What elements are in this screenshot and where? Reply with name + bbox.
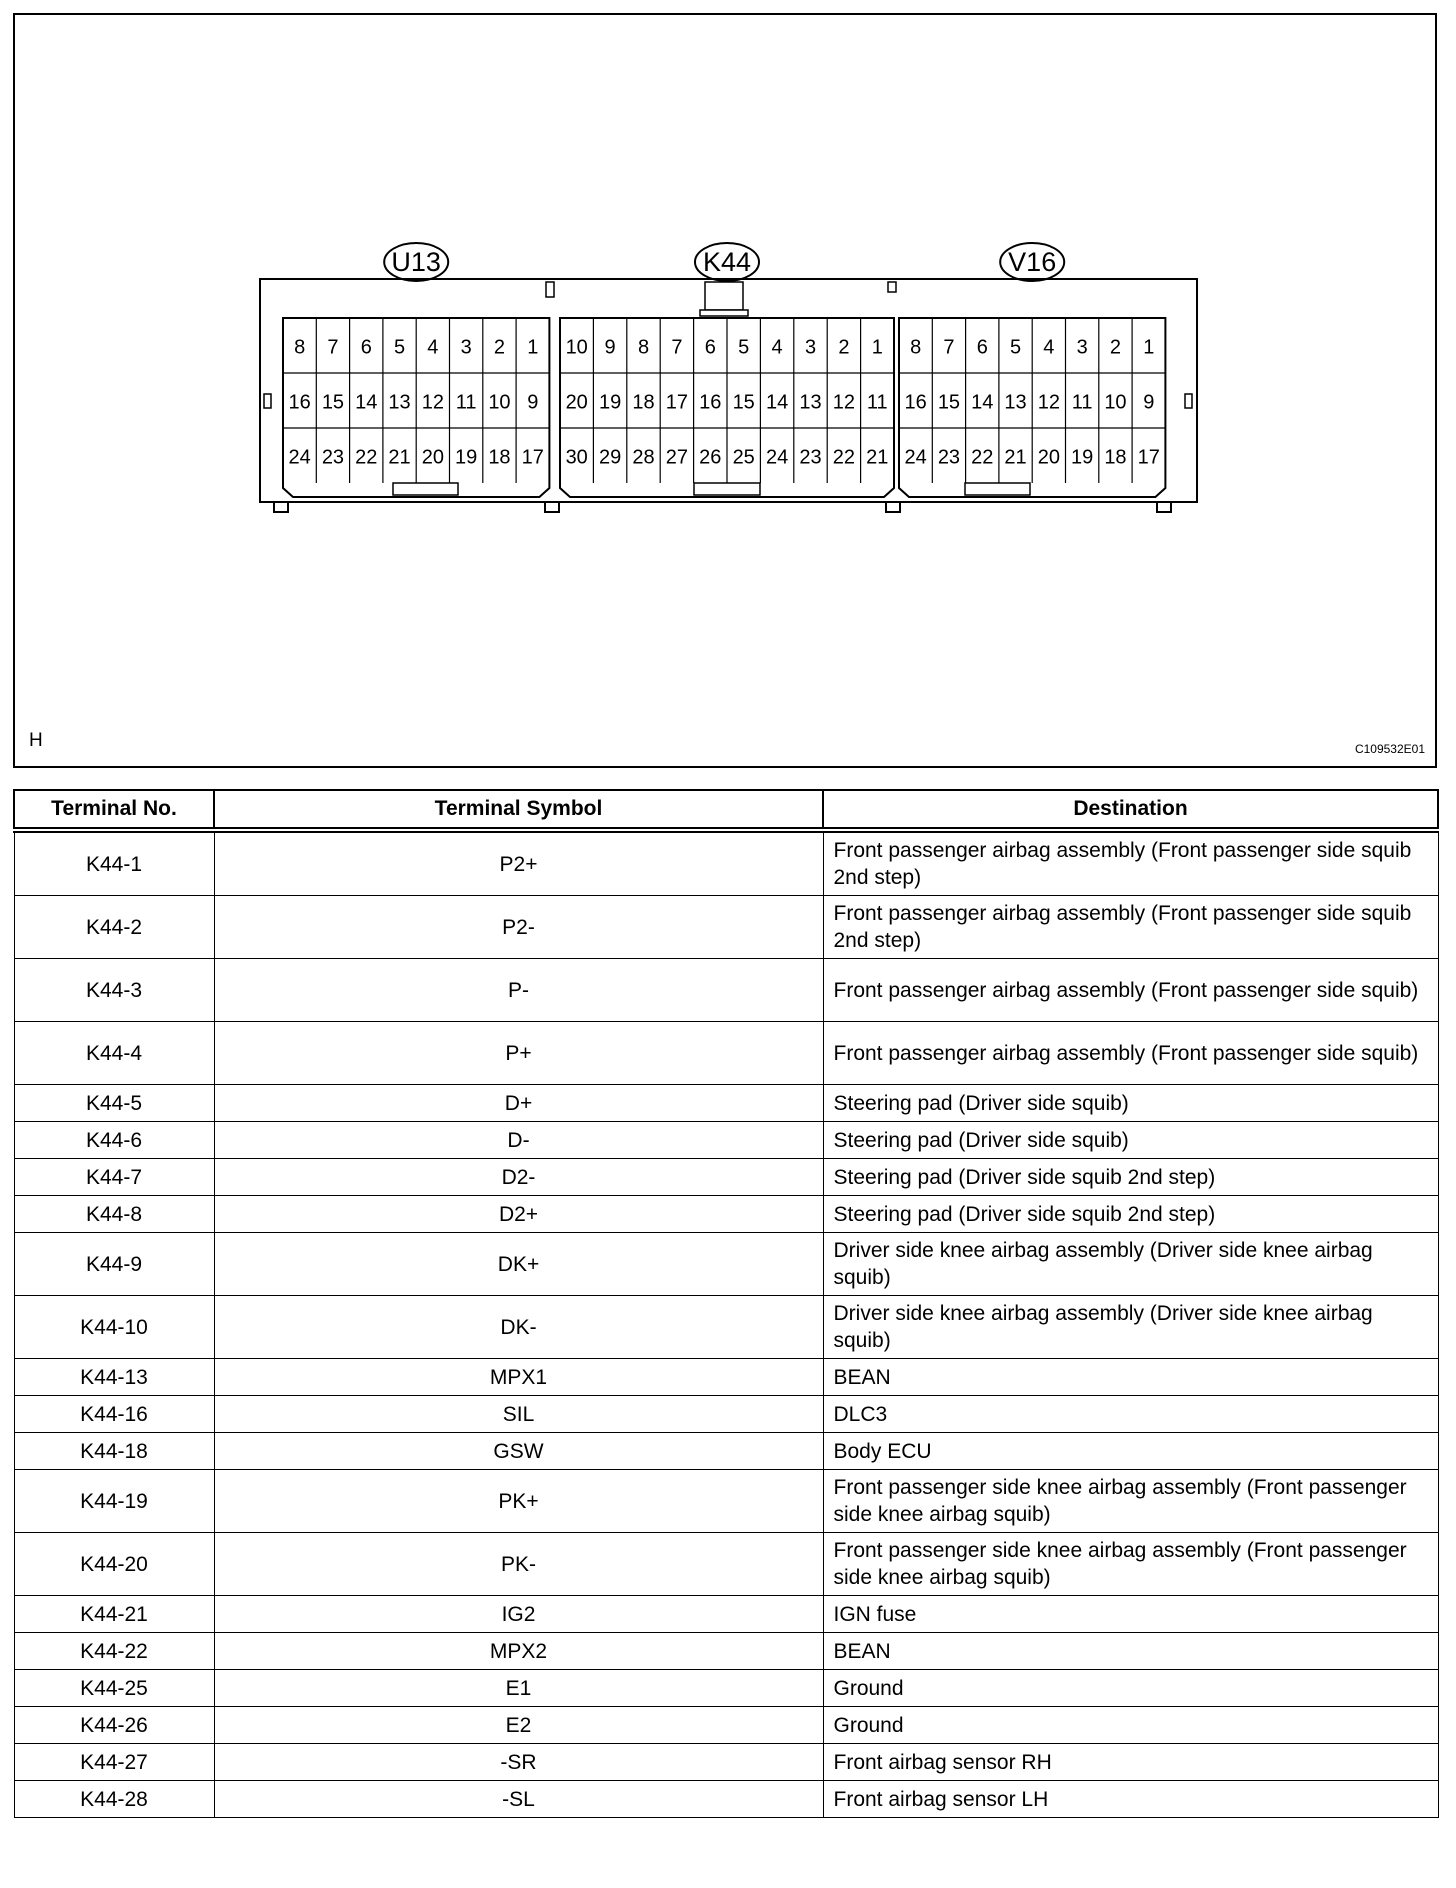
terminal-symbol: D2+ bbox=[214, 1196, 823, 1233]
housing-foot bbox=[1157, 502, 1171, 512]
pin-number: 12 bbox=[832, 391, 856, 414]
table-row bbox=[14, 1159, 1438, 1196]
pin-number: 15 bbox=[732, 391, 755, 414]
destination: DLC3 bbox=[823, 1396, 1438, 1433]
pin-number: 11 bbox=[1071, 391, 1093, 414]
pin-number: 1 bbox=[871, 336, 883, 359]
terminal-symbol: GSW bbox=[214, 1433, 823, 1470]
table-row bbox=[14, 1781, 1438, 1818]
pin-number: 3 bbox=[460, 336, 472, 359]
pin-number: 19 bbox=[455, 446, 478, 469]
pin-number: 11 bbox=[455, 391, 477, 414]
terminal-no: K44-19 bbox=[14, 1470, 214, 1533]
pin-number: 26 bbox=[699, 446, 722, 469]
table-row bbox=[14, 1122, 1438, 1159]
pin-number: 18 bbox=[1104, 446, 1127, 469]
destination: Front passenger airbag assembly (Front passenger side squib 2nd step) bbox=[823, 830, 1438, 896]
pin-number: 17 bbox=[521, 446, 544, 469]
destination: IGN fuse bbox=[823, 1596, 1438, 1633]
header-terminal-no: Terminal No. bbox=[14, 790, 214, 830]
pin-number: 6 bbox=[360, 336, 372, 359]
pin-number: 3 bbox=[1076, 336, 1088, 359]
pin-number: 27 bbox=[665, 446, 689, 469]
housing-key bbox=[888, 282, 896, 292]
terminal-symbol: PK+ bbox=[214, 1470, 823, 1533]
connector-guide-slot bbox=[965, 483, 1030, 495]
table-row bbox=[14, 830, 1438, 896]
pin-number: 5 bbox=[738, 336, 750, 359]
terminal-no: K44-20 bbox=[14, 1533, 214, 1596]
terminal-no: K44-28 bbox=[14, 1781, 214, 1818]
terminal-no: K44-2 bbox=[14, 896, 214, 959]
terminal-symbol: P+ bbox=[214, 1022, 823, 1085]
pin-number: 7 bbox=[327, 336, 339, 359]
pin-number: 6 bbox=[976, 336, 988, 359]
pin-number: 18 bbox=[632, 391, 655, 414]
pin-number: 17 bbox=[1137, 446, 1160, 469]
terminal-no: K44-18 bbox=[14, 1433, 214, 1470]
pin-number: 1 bbox=[527, 336, 539, 359]
terminal-no: K44-9 bbox=[14, 1233, 214, 1296]
table-row bbox=[14, 1533, 1438, 1596]
pin-number: 16 bbox=[904, 391, 927, 414]
pin-number: 29 bbox=[598, 446, 622, 469]
pin-number: 24 bbox=[288, 446, 311, 469]
pin-number: 4 bbox=[427, 336, 439, 359]
pin-number: 9 bbox=[1143, 391, 1155, 414]
pin-number: 23 bbox=[937, 446, 961, 469]
figure-code: C109532E01 bbox=[1354, 742, 1425, 756]
header-terminal-symbol: Terminal Symbol bbox=[214, 790, 823, 830]
pin-number: 17 bbox=[665, 391, 689, 414]
table-row bbox=[14, 959, 1438, 1022]
terminal-no: K44-1 bbox=[14, 830, 214, 896]
terminal-no: K44-6 bbox=[14, 1122, 214, 1159]
terminal-no: K44-26 bbox=[14, 1707, 214, 1744]
pin-number: 23 bbox=[799, 446, 822, 469]
pin-number: 18 bbox=[488, 446, 511, 469]
housing-latch-left bbox=[264, 394, 271, 408]
destination: BEAN bbox=[823, 1359, 1438, 1396]
pin-number: 20 bbox=[565, 391, 588, 414]
pin-number: 15 bbox=[321, 391, 345, 414]
pin-number: 2 bbox=[493, 336, 506, 359]
destination: BEAN bbox=[823, 1633, 1438, 1670]
pin-number: 16 bbox=[699, 391, 722, 414]
terminal-no: K44-16 bbox=[14, 1396, 214, 1433]
destination: Front passenger side knee airbag assembly (Front passenger side knee airbag squib) bbox=[823, 1470, 1438, 1533]
pin-number: 21 bbox=[866, 446, 889, 469]
terminal-symbol: PK- bbox=[214, 1533, 823, 1596]
terminal-no: K44-22 bbox=[14, 1633, 214, 1670]
table-row bbox=[14, 1233, 1438, 1296]
terminal-symbol: -SL bbox=[214, 1781, 823, 1818]
terminal-no: K44-25 bbox=[14, 1670, 214, 1707]
pin-number: 21 bbox=[1004, 446, 1027, 469]
pin-number: 5 bbox=[1009, 336, 1022, 359]
pin-number: 9 bbox=[527, 391, 539, 414]
terminal-no: K44-27 bbox=[14, 1744, 214, 1781]
pin-number: 14 bbox=[971, 391, 994, 414]
table-header-row bbox=[14, 790, 1438, 830]
housing-foot bbox=[545, 502, 559, 512]
pin-number: 4 bbox=[1043, 336, 1055, 359]
pin-number: 12 bbox=[1037, 391, 1060, 414]
connector-guide-slot bbox=[393, 483, 458, 495]
pin-number: 20 bbox=[1037, 446, 1060, 469]
terminal-symbol: SIL bbox=[214, 1396, 823, 1433]
pin-number: 7 bbox=[943, 336, 955, 359]
pin-number: 13 bbox=[1004, 391, 1027, 414]
destination: Front airbag sensor RH bbox=[823, 1744, 1438, 1781]
connector-label: V16 bbox=[1008, 247, 1057, 277]
table-row bbox=[14, 1470, 1438, 1533]
destination: Steering pad (Driver side squib) bbox=[823, 1122, 1438, 1159]
table-row bbox=[14, 1433, 1438, 1470]
destination: Body ECU bbox=[823, 1433, 1438, 1470]
terminal-symbol: MPX2 bbox=[214, 1633, 823, 1670]
destination: Steering pad (Driver side squib 2nd step) bbox=[823, 1196, 1438, 1233]
destination: Steering pad (Driver side squib 2nd step) bbox=[823, 1159, 1438, 1196]
pin-number: 10 bbox=[1104, 391, 1127, 414]
pin-number: 14 bbox=[355, 391, 378, 414]
pin-number: 5 bbox=[393, 336, 406, 359]
terminal-no: K44-13 bbox=[14, 1359, 214, 1396]
pin-number: 1 bbox=[1143, 336, 1155, 359]
terminal-no: K44-10 bbox=[14, 1296, 214, 1359]
destination: Front passenger airbag assembly (Front passenger side squib 2nd step) bbox=[823, 896, 1438, 959]
destination: Front passenger side knee airbag assembly (Front passenger side knee airbag squib) bbox=[823, 1533, 1438, 1596]
pin-number: 16 bbox=[288, 391, 311, 414]
terminal-symbol: P2- bbox=[214, 896, 823, 959]
pin-number: 2 bbox=[838, 336, 850, 359]
pin-number: 9 bbox=[604, 336, 616, 359]
housing-tab bbox=[705, 282, 743, 310]
pin-number: 24 bbox=[765, 446, 789, 469]
pin-number: 8 bbox=[294, 336, 306, 359]
terminal-symbol: P- bbox=[214, 959, 823, 1022]
destination: Steering pad (Driver side squib) bbox=[823, 1085, 1438, 1122]
header-destination: Destination bbox=[823, 790, 1438, 830]
table-row bbox=[14, 1359, 1438, 1396]
destination: Ground bbox=[823, 1670, 1438, 1707]
pin-number: 14 bbox=[765, 391, 789, 414]
connector-diagram bbox=[13, 13, 1437, 768]
table-row bbox=[14, 1396, 1438, 1433]
terminal-symbol: IG2 bbox=[214, 1596, 823, 1633]
pin-number: 30 bbox=[565, 446, 588, 469]
pin-number: 8 bbox=[910, 336, 922, 359]
pin-number: 21 bbox=[388, 446, 411, 469]
terminal-no: K44-5 bbox=[14, 1085, 214, 1122]
pin-number: 4 bbox=[771, 336, 783, 359]
terminal-no: K44-7 bbox=[14, 1159, 214, 1196]
destination: Front airbag sensor LH bbox=[823, 1781, 1438, 1818]
housing-tab-base bbox=[700, 310, 748, 316]
pin-number: 19 bbox=[1071, 446, 1094, 469]
table-row bbox=[14, 896, 1438, 959]
terminal-symbol: DK+ bbox=[214, 1233, 823, 1296]
pin-number: 12 bbox=[421, 391, 444, 414]
housing-latch-right bbox=[1185, 394, 1192, 408]
pin-number: 10 bbox=[488, 391, 511, 414]
pin-number: 28 bbox=[632, 446, 655, 469]
pin-number: 6 bbox=[704, 336, 716, 359]
pin-number: 7 bbox=[671, 336, 683, 359]
corner-label: H bbox=[29, 730, 43, 751]
terminal-symbol: D+ bbox=[214, 1085, 823, 1122]
destination: Front passenger airbag assembly (Front passenger side squib) bbox=[823, 959, 1438, 1022]
terminal-symbol: MPX1 bbox=[214, 1359, 823, 1396]
terminal-no: K44-8 bbox=[14, 1196, 214, 1233]
terminal-symbol: D- bbox=[214, 1122, 823, 1159]
pin-number: 23 bbox=[321, 446, 345, 469]
connector-guide-slot bbox=[694, 483, 760, 495]
terminal-table-wrapper bbox=[13, 789, 1437, 1818]
terminal-symbol: E2 bbox=[214, 1707, 823, 1744]
terminal-symbol: DK- bbox=[214, 1296, 823, 1359]
pin-number: 22 bbox=[971, 446, 994, 469]
pin-number: 22 bbox=[832, 446, 856, 469]
pin-number: 10 bbox=[565, 336, 588, 359]
pin-number: 25 bbox=[732, 446, 755, 469]
terminal-symbol: E1 bbox=[214, 1670, 823, 1707]
terminal-no: K44-3 bbox=[14, 959, 214, 1022]
pin-number: 8 bbox=[637, 336, 650, 359]
terminal-symbol: D2- bbox=[214, 1159, 823, 1196]
table-row bbox=[14, 1196, 1438, 1233]
pin-number: 15 bbox=[937, 391, 961, 414]
connector-drawing bbox=[15, 15, 1439, 770]
destination: Driver side knee airbag assembly (Driver side knee airbag squib) bbox=[823, 1296, 1438, 1359]
terminal-symbol: -SR bbox=[214, 1744, 823, 1781]
pin-number: 22 bbox=[355, 446, 378, 469]
pin-number: 11 bbox=[866, 391, 888, 414]
housing-foot bbox=[886, 502, 900, 512]
pin-number: 13 bbox=[799, 391, 822, 414]
table-row bbox=[14, 1296, 1438, 1359]
table-row bbox=[14, 1085, 1438, 1122]
pin-number: 20 bbox=[421, 446, 444, 469]
destination: Driver side knee airbag assembly (Driver side knee airbag squib) bbox=[823, 1233, 1438, 1296]
terminal-no: K44-4 bbox=[14, 1022, 214, 1085]
pin-number: 2 bbox=[1109, 336, 1122, 359]
terminal-table bbox=[13, 789, 1439, 1818]
pin-number: 19 bbox=[598, 391, 622, 414]
table-row bbox=[14, 1707, 1438, 1744]
table-row bbox=[14, 1596, 1438, 1633]
pin-number: 13 bbox=[388, 391, 411, 414]
pin-number: 24 bbox=[904, 446, 927, 469]
connector-label: U13 bbox=[391, 247, 441, 277]
pin-number: 3 bbox=[804, 336, 817, 359]
table-row bbox=[14, 1022, 1438, 1085]
housing-foot bbox=[274, 502, 288, 512]
table-row bbox=[14, 1633, 1438, 1670]
terminal-no: K44-21 bbox=[14, 1596, 214, 1633]
destination: Front passenger airbag assembly (Front passenger side squib) bbox=[823, 1022, 1438, 1085]
connector-label: K44 bbox=[702, 247, 752, 277]
housing-key bbox=[546, 282, 554, 297]
terminal-symbol: P2+ bbox=[214, 830, 823, 896]
table-row bbox=[14, 1670, 1438, 1707]
table-row bbox=[14, 1744, 1438, 1781]
destination: Ground bbox=[823, 1707, 1438, 1744]
